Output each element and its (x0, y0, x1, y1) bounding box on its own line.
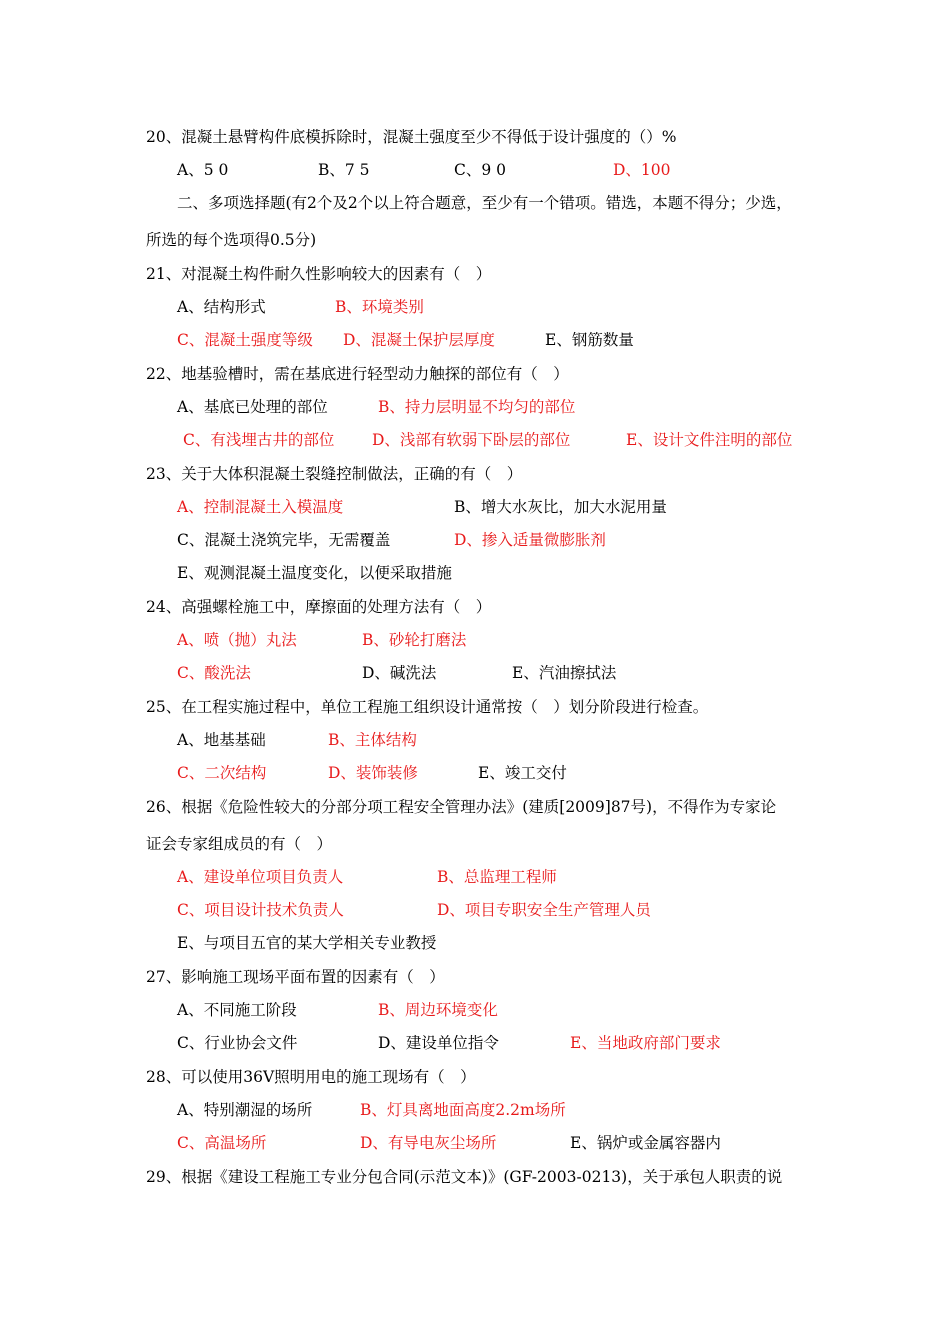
q26-option-a-answer: A、建设单位项目负责人 (177, 868, 344, 886)
question-24-stem: 24、高强螺栓施工中，摩擦面的处理方法有（ ） (146, 598, 492, 616)
question-25-stem: 25、在工程实施过程中，单位工程施工组织设计通常按（ ）划分阶段进行检查。 (146, 698, 709, 716)
question-26-stem-cont: 证会专家组成员的有（ ） (146, 835, 333, 853)
q25-option-e: E、竣工交付 (478, 764, 567, 782)
q20-option-a: A、5 0 (177, 161, 229, 179)
q27-option-e-answer: E、当地政府部门要求 (570, 1034, 721, 1052)
q23-option-b: B、增大水灰比，加大水泥用量 (454, 498, 667, 516)
q21-option-b-answer: B、环境类别 (335, 298, 424, 316)
q25-option-a: A、地基基础 (177, 731, 266, 749)
q27-option-a: A、不同施工阶段 (177, 1001, 297, 1019)
q21-option-a: A、结构形式 (177, 298, 266, 316)
q25-option-b-answer: B、主体结构 (328, 731, 417, 749)
q20-option-d-answer: D、100 (613, 161, 671, 179)
q23-option-c: C、混凝土浇筑完毕，无需覆盖 (177, 531, 391, 549)
section-2-heading: 二、多项选择题(有2个及2个以上符合题意，至少有一个错项。错选，本题不得分；少选， (177, 194, 792, 212)
q26-option-c-answer: C、项目设计技术负责人 (177, 901, 344, 919)
q24-option-b-answer: B、砂轮打磨法 (362, 631, 467, 649)
q22-option-c-answer: C、有浅埋古井的部位 (183, 431, 335, 449)
q28-option-e: E、锅炉或金属容器内 (570, 1134, 721, 1152)
q27-option-d: D、建设单位指令 (378, 1034, 499, 1052)
q22-option-d-answer: D、浅部有软弱下卧层的部位 (372, 431, 571, 449)
question-21-stem: 21、对混凝土构件耐久性影响较大的因素有（ ） (146, 265, 492, 283)
q25-option-c-answer: C、二次结构 (177, 764, 267, 782)
q20-option-c: C、9 0 (454, 161, 507, 179)
question-27-stem: 27、影响施工现场平面布置的因素有（ ） (146, 968, 445, 986)
section-2-heading-cont: 所选的每个选项得0.5分) (146, 231, 317, 249)
q21-option-d-answer: D、混凝土保护层厚度 (343, 331, 495, 349)
question-23-stem: 23、关于大体积混凝土裂缝控制做法，正确的有（ ） (146, 465, 523, 483)
q22-option-b-answer: B、持力层明显不均匀的部位 (378, 398, 576, 416)
q23-option-e: E、观测混凝土温度变化，以便采取措施 (177, 564, 452, 582)
q26-option-d-answer: D、项目专职安全生产管理人员 (437, 901, 651, 919)
q22-option-e-answer: E、设计文件注明的部位 (626, 431, 793, 449)
q28-option-c-answer: C、高温场所 (177, 1134, 267, 1152)
q28-option-b-answer: B、灯具离地面高度2.2m场所 (360, 1101, 566, 1119)
q28-option-a: A、特别潮湿的场所 (177, 1101, 313, 1119)
question-20-stem: 20、混凝土悬臂构件底模拆除时，混凝土强度至少不得低于设计强度的（）% (146, 128, 677, 146)
q23-option-d-answer: D、掺入适量微膨胀剂 (454, 531, 606, 549)
q27-option-b-answer: B、周边环境变化 (378, 1001, 498, 1019)
q27-option-c: C、行业协会文件 (177, 1034, 298, 1052)
q24-option-e: E、汽油擦拭法 (512, 664, 617, 682)
q20-option-b: B、7 5 (318, 161, 370, 179)
q26-option-b-answer: B、总监理工程师 (437, 868, 557, 886)
question-26-stem: 26、根据《危险性较大的分部分项工程安全管理办法》(建质[2009]87号)，不得作为专家论 (146, 798, 777, 816)
q26-option-e: E、与项目五官的某大学相关专业教授 (177, 934, 437, 952)
q24-option-c-answer: C、酸洗法 (177, 664, 251, 682)
q21-option-c-answer: C、混凝土强度等级 (177, 331, 313, 349)
q24-option-a-answer: A、喷（抛）丸法 (177, 631, 297, 649)
q22-option-a: A、基底已处理的部位 (177, 398, 328, 416)
q25-option-d-answer: D、装饰装修 (328, 764, 418, 782)
question-22-stem: 22、地基验槽时，需在基底进行轻型动力触探的部位有（ ） (146, 365, 569, 383)
q24-option-d: D、碱洗法 (362, 664, 437, 682)
q23-option-a-answer: A、控制混凝土入模温度 (177, 498, 344, 516)
q28-option-d-answer: D、有导电灰尘场所 (360, 1134, 497, 1152)
question-28-stem: 28、可以使用36V照明用电的施工现场有（ ） (146, 1068, 476, 1086)
question-29-stem: 29、根据《建设工程施工专业分包合同(示范文本)》(GF-2003-0213)，关于承包人职责的说 (146, 1168, 783, 1186)
q21-option-e: E、钢筋数量 (545, 331, 634, 349)
